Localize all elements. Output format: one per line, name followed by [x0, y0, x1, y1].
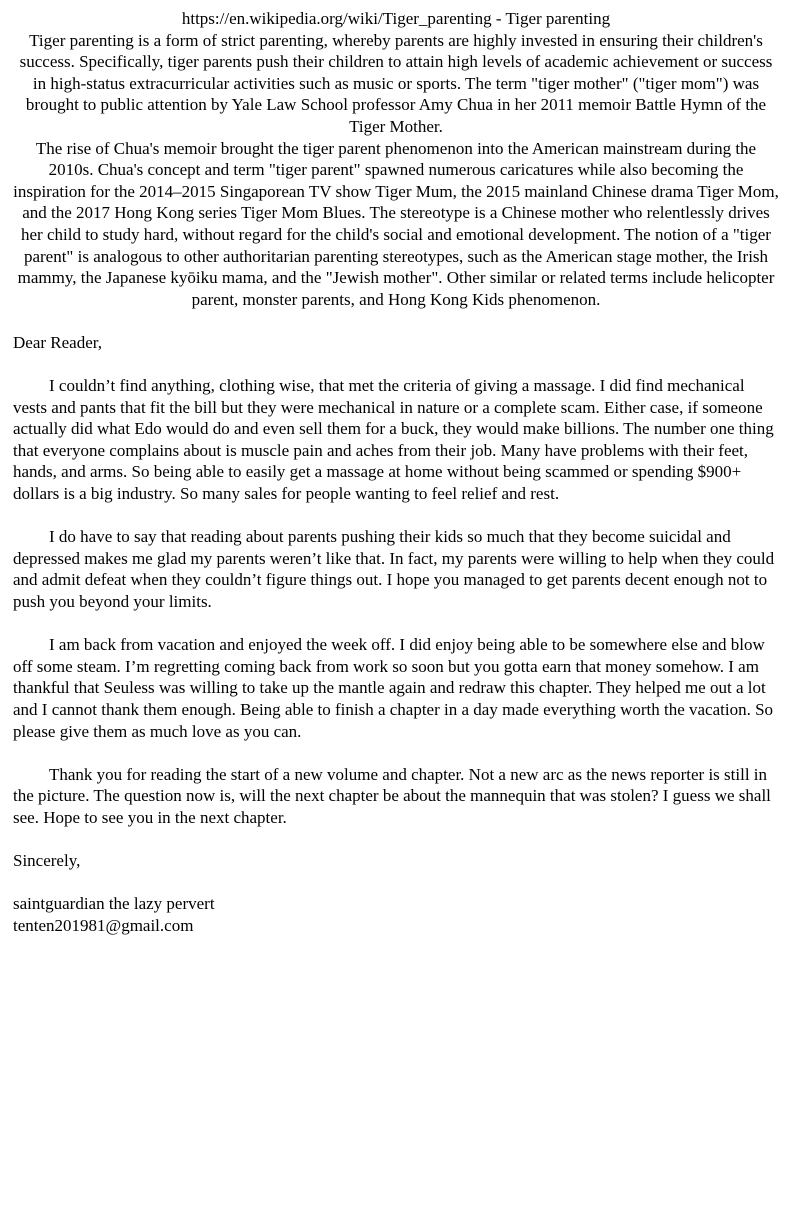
source-line: https://en.wikipedia.org/wiki/Tiger_parenting - Tiger parenting [181, 9, 611, 28]
article-paragraph-1: Tiger parenting is a form of strict parenting, whereby parents are highly invested in ensuring their children's success. Specifically, tiger parents push their children to attain high levels of academic achievement or success in high-status extracurricular activities such as music or sports. The term "tiger mother" ("tiger mom") was brought to public attention by Yale Law School professor Amy Chua in her 2011 memoir Battle Hymn of the Tiger Mother. [19, 30, 773, 136]
letter-paragraph: Thank you for reading the start of a new volume and chapter. Not a new arc as the news reporter is still in the picture. The question now is, will the next chapter be about the mannequin that was stolen? I guess we shall see. Hope to see you in the next chapter. [13, 764, 771, 827]
article-header [13, 8, 779, 310]
letter-paragraph: I am back from vacation and enjoyed the week off. I did enjoy being able to be somewhere else and blow off some steam. I’m regretting coming back from work so soon but you gotta earn that money somehow. I am thankful that Seuless was willing to take up the mantle again and redraw this chapter. They helped me out a lot and I cannot thank them enough. Being able to finish a chapter in a day made everything worth the vacation. So please give them as much love as you can. [13, 635, 774, 741]
letter [13, 332, 779, 937]
signature [13, 893, 779, 936]
letter-paragraph: I do have to say that reading about parents pushing their kids so much that they become suicidal and depressed makes me glad my parents weren’t like that. In fact, my parents were willing to help when they could and admit defeat when they couldn’t figure things out. I hope you managed to get parents decent enough not to push you beyond your limits. [13, 527, 775, 612]
signature-email: tenten201981@gmail.com [13, 915, 194, 935]
letter-paragraph: I couldn’t find anything, clothing wise, that met the criteria of giving a massage. I did find mechanical vests and pants that fit the bill but they were mechanical in nature or a complete scam. Either case, if someone actually did what Edo would do and even sell them for a buck, they would make billions. The number one thing that everyone complains about is muscle pain and aches from their job. Many have problems with their feet, hands, and arms. So being able to easily get a massage at home without being scammed or spending $900+ dollars is a big industry. So many sales for people wanting to feel relief and rest. [13, 376, 774, 504]
signature-name: saintguardian the lazy pervert [13, 894, 215, 914]
article-paragraph-2: The rise of Chua's memoir brought the tiger parent phenomenon into the American mainstream during the 2010s. Chua's concept and term "tiger parent" spawned numerous caricatures while also becoming the inspiration for the 2014–2015 Singaporean TV show Tiger Mum, the 2015 mainland Chinese drama Tiger Mom, and the 2017 Hong Kong series Tiger Mom Blues. The stereotype is a Chinese mother who relentlessly drives her child to study hard, without regard for the child's social and emotional development. The notion of a "tiger parent" is analogous to other authoritarian parenting stereotypes, such as the American stage mother, the Irish mammy, the Japanese kyōiku mama, and the "Jewish mother". Other similar or related terms include helicopter parent, monster parents, and Hong Kong Kids phenomenon. [13, 138, 779, 309]
closing: Sincerely, [13, 851, 81, 871]
salutation: Dear Reader, [13, 332, 102, 352]
